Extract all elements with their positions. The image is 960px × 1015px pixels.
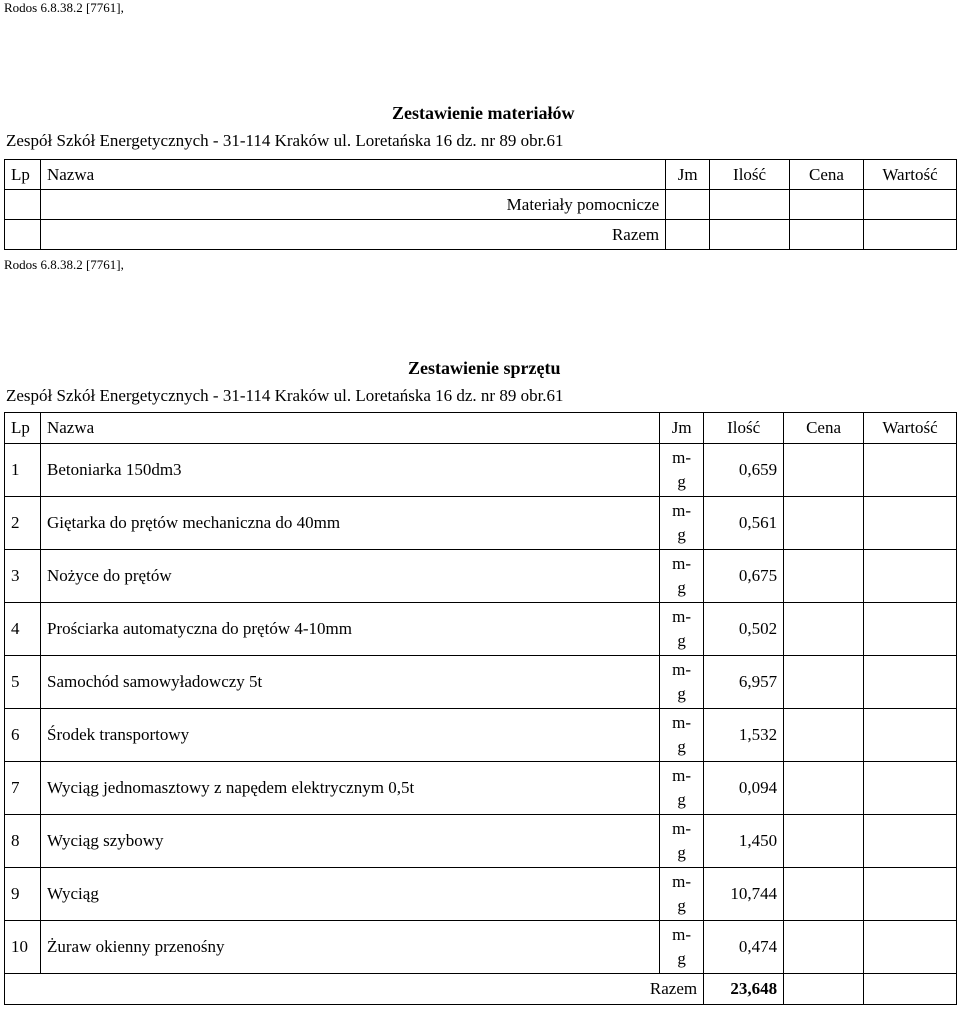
materials-header-row	[5, 160, 957, 190]
row-unit: m- g	[660, 497, 704, 550]
row-price	[784, 921, 864, 974]
row-value	[864, 921, 957, 974]
col-header-price: Cena	[784, 413, 864, 444]
row-price	[784, 444, 864, 497]
materials-subtitle: Zespół Szkół Energetycznych - 31-114 Kraków ul. Loretańska 16 dz. nr 89 obr.61	[6, 131, 564, 150]
equipment-title: Zestawienie sprzętu	[408, 358, 561, 378]
table-row	[5, 656, 957, 709]
table-row	[5, 603, 957, 656]
equipment-total-qty: 23,648	[704, 974, 784, 1005]
row-lp: 4	[5, 603, 41, 656]
materials-table	[4, 159, 957, 250]
table-row	[5, 815, 957, 868]
table-row	[5, 444, 957, 497]
row-value	[864, 762, 957, 815]
row-value	[864, 815, 957, 868]
row-name: Samochód samowyładowczy 5t	[40, 656, 659, 709]
row-lp: 5	[5, 656, 41, 709]
row-lp: 6	[5, 709, 41, 762]
col-header-price: Cena	[790, 160, 864, 190]
row-unit: m- g	[660, 444, 704, 497]
table-row	[5, 550, 957, 603]
row-lp: 3	[5, 550, 41, 603]
row-name: Żuraw okienny przenośny	[40, 921, 659, 974]
materials-total-row	[5, 220, 957, 250]
row-unit: m- g	[660, 656, 704, 709]
col-header-value: Wartość	[864, 413, 957, 444]
col-header-value: Wartość	[864, 160, 957, 190]
materials-title: Zestawienie materiałów	[392, 103, 575, 123]
row-unit: m- g	[660, 550, 704, 603]
row-price	[784, 497, 864, 550]
col-header-lp: Lp	[5, 160, 41, 190]
row-value	[864, 444, 957, 497]
row-unit: m- g	[660, 762, 704, 815]
page-header-text: Rodos 6.8.38.2 [7761],	[4, 0, 124, 15]
col-header-name: Nazwa	[40, 160, 665, 190]
row-unit: m- g	[660, 868, 704, 921]
col-header-unit: Jm	[660, 413, 704, 444]
row-value	[864, 550, 957, 603]
equipment-table	[4, 412, 957, 1005]
row-qty: 6,957	[704, 656, 784, 709]
row-name: Środek transportowy	[40, 709, 659, 762]
page-footer-text: Rodos 6.8.38.2 [7761],	[4, 257, 124, 272]
row-lp: 7	[5, 762, 41, 815]
row-name: Prościarka automatyczna do prętów 4-10mm	[40, 603, 659, 656]
equipment-header-row	[5, 413, 957, 444]
table-row	[5, 868, 957, 921]
row-qty: 1,532	[704, 709, 784, 762]
row-price	[784, 868, 864, 921]
table-row	[5, 497, 957, 550]
row-name: Wyciąg jednomasztowy z napędem elektrycznym 0,5t	[40, 762, 659, 815]
equipment-total-row	[5, 974, 957, 1005]
row-qty: 0,094	[704, 762, 784, 815]
col-header-unit: Jm	[666, 160, 710, 190]
row-unit: m- g	[660, 815, 704, 868]
row-price	[784, 762, 864, 815]
col-header-qty: Ilość	[710, 160, 790, 190]
row-unit: m- g	[660, 709, 704, 762]
row-price	[784, 656, 864, 709]
col-header-lp: Lp	[5, 413, 41, 444]
section-label: Materiały pomocnicze	[40, 190, 665, 220]
col-header-qty: Ilość	[704, 413, 784, 444]
row-value	[864, 709, 957, 762]
row-price	[784, 709, 864, 762]
row-value	[864, 603, 957, 656]
col-header-name: Nazwa	[40, 413, 659, 444]
row-price	[784, 815, 864, 868]
row-qty: 0,502	[704, 603, 784, 656]
row-qty: 1,450	[704, 815, 784, 868]
row-price	[784, 603, 864, 656]
row-name: Betoniarka 150dm3	[40, 444, 659, 497]
materials-total-label: Razem	[40, 220, 665, 250]
row-lp: 9	[5, 868, 41, 921]
row-unit: m- g	[660, 603, 704, 656]
row-lp: 8	[5, 815, 41, 868]
row-unit: m- g	[660, 921, 704, 974]
row-qty: 0,659	[704, 444, 784, 497]
row-lp: 1	[5, 444, 41, 497]
row-qty: 0,675	[704, 550, 784, 603]
row-value	[864, 868, 957, 921]
row-lp: 10	[5, 921, 41, 974]
row-value	[864, 656, 957, 709]
row-lp: 2	[5, 497, 41, 550]
table-row	[5, 709, 957, 762]
equipment-total-label: Razem	[40, 974, 703, 1005]
equipment-subtitle: Zespół Szkół Energetycznych - 31-114 Kraków ul. Loretańska 16 dz. nr 89 obr.61	[6, 386, 564, 405]
row-qty: 0,474	[704, 921, 784, 974]
row-name: Nożyce do prętów	[40, 550, 659, 603]
materials-section-row	[5, 190, 957, 220]
row-name: Wyciąg szybowy	[40, 815, 659, 868]
table-row	[5, 762, 957, 815]
row-price	[784, 550, 864, 603]
row-qty: 0,561	[704, 497, 784, 550]
row-qty: 10,744	[704, 868, 784, 921]
row-name: Wyciąg	[40, 868, 659, 921]
row-value	[864, 497, 957, 550]
table-row	[5, 921, 957, 974]
row-name: Giętarka do prętów mechaniczna do 40mm	[40, 497, 659, 550]
